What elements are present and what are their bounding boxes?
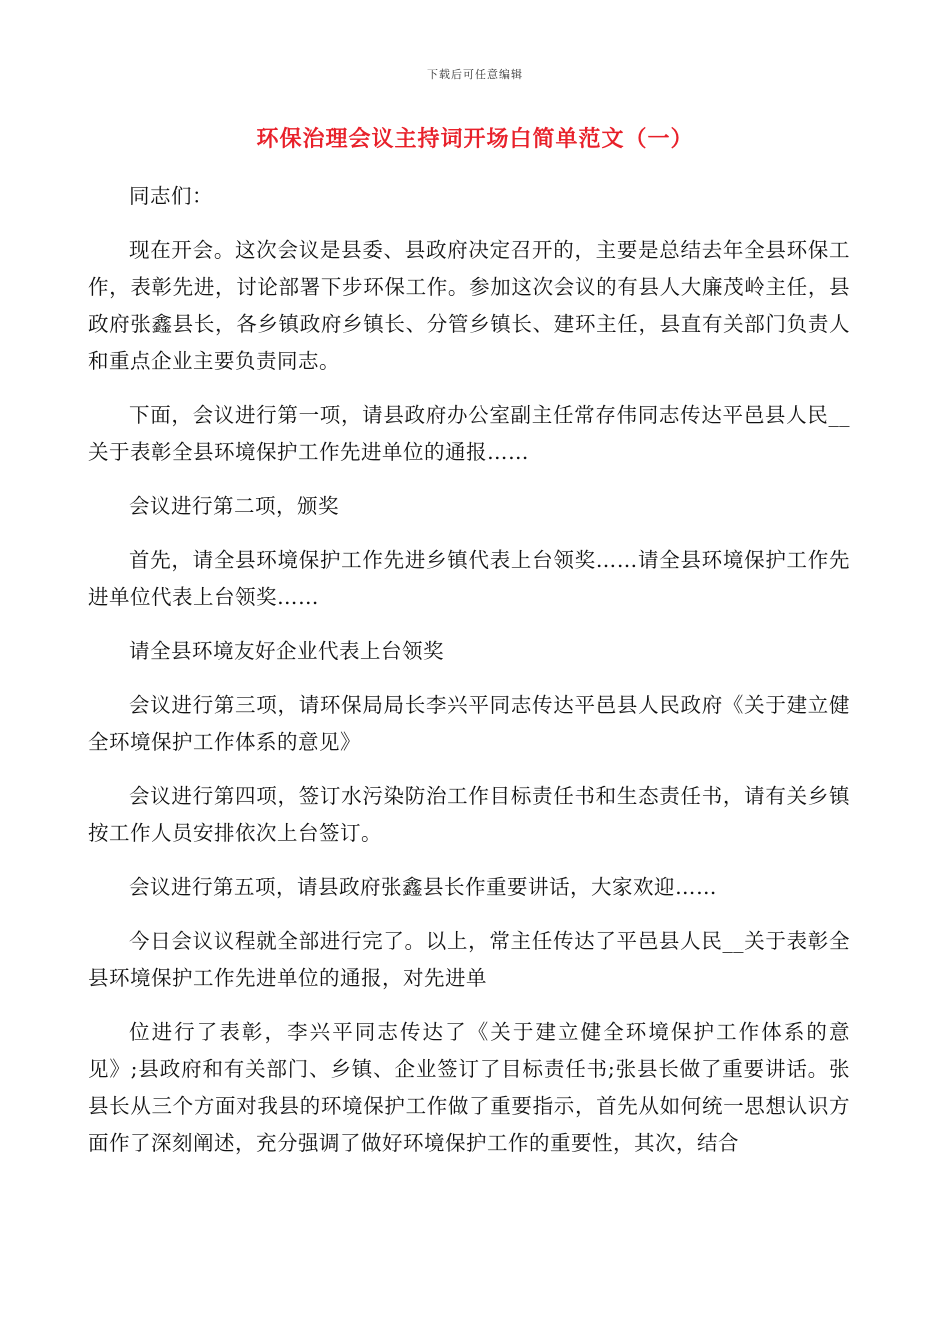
paragraph: 首先，请全县环境保护工作先进乡镇代表上台领奖……请全县环境保护工作先进单位代表上台领奖…… xyxy=(88,548,850,609)
document-title: 环保治理会议主持词开场白简单范文（一） xyxy=(256,126,694,152)
paragraph: 会议进行第五项，请县政府张鑫县长作重要讲话，大家欢迎…… xyxy=(129,875,717,899)
paragraph: 会议进行第四项，签订水污染防治工作目标责任书和生态责任书，请有关乡镇按工作人员安排依次上台签订。 xyxy=(88,784,850,845)
paragraph: 下面，会议进行第一项，请县政府办公室副主任常存伟同志传达平邑县人民__关于表彰全县环境保护工作先进单位的通报…… xyxy=(88,403,850,464)
document-body xyxy=(88,178,850,1162)
header-note: 下载后可任意编辑 xyxy=(427,68,523,81)
paragraph: 请全县环境友好企业代表上台领奖 xyxy=(129,639,444,663)
paragraph-salutation: 同志们： xyxy=(129,184,213,208)
paragraph: 今日会议议程就全部进行完了。以上，常主任传达了平邑县人民__关于表彰全县环境保护工作先进单位的通报，对先进单 xyxy=(88,929,850,990)
paragraph: 会议进行第二项，颁奖 xyxy=(129,494,339,518)
paragraph: 会议进行第三项，请环保局局长李兴平同志传达平邑县人民政府《关于建立健全环境保护工作体系的意见》 xyxy=(88,693,850,754)
paragraph: 位进行了表彰，李兴平同志传达了《关于建立健全环境保护工作体系的意见》;县政府和有关部门、乡镇、企业签订了目标责任书;张县长做了重要讲话。张县长从三个方面对我县的环境保护工作做了重要指示，首先从如何统一思想认识方面作了深刻阐述，充分强调了做好环境保护工作的重要性，其次，结合 xyxy=(88,1020,850,1155)
paragraph: 现在开会。这次会议是县委、县政府决定召开的，主要是总结去年全县环保工作，表彰先进，讨论部署下步环保工作。参加这次会议的有县人大廉茂岭主任，县政府张鑫县长，各乡镇政府乡镇长、分管乡镇长、建环主任，县直有关部门负责人和重点企业主要负责同志。 xyxy=(88,238,850,373)
